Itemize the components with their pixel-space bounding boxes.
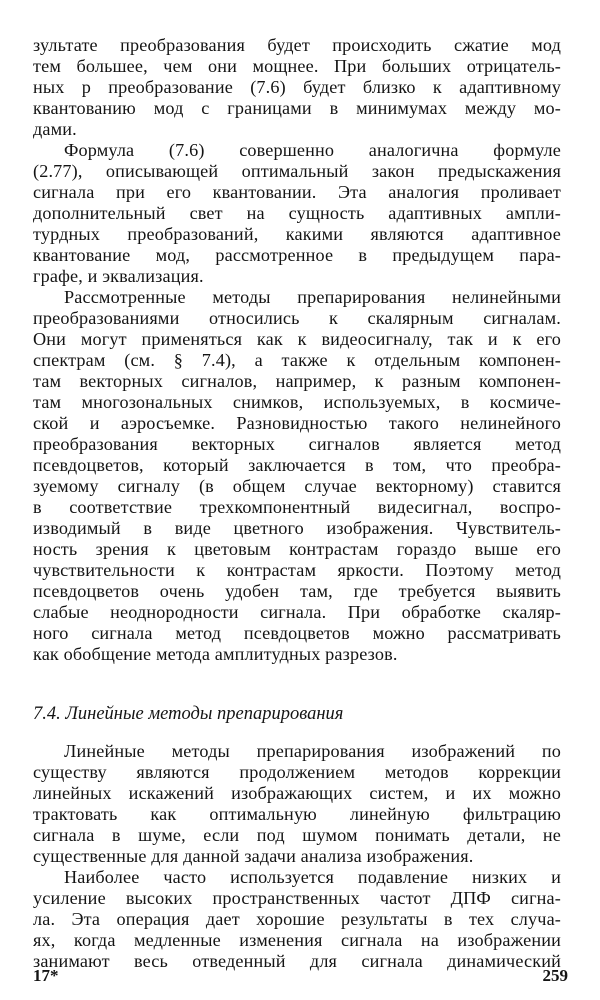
text-line: (2.77), описывающей оптимальный закон предыскажения [33,161,561,181]
text-line: там многозональных снимков, используемых, в космиче- [33,392,561,412]
paragraph-1 [33,35,561,140]
page-text [33,35,561,972]
text-line: квантованию мод с границами в минимумах между мо- [33,98,561,118]
paragraph-5 [33,867,561,972]
text-line: существу являются продолжением методов коррекции [33,762,561,782]
text-line: сигнала в шуме, если под шумом понимать детали, не [33,825,561,845]
text-line: Наиболее часто используется подавление низких и [64,867,561,887]
text-line: ях, когда медленные изменения сигнала на изображении [33,930,561,950]
paragraph-4 [33,741,561,867]
text-line: дами. [33,119,77,139]
text-line: как обобщение метода амплитудных разрезов. [33,644,398,664]
text-line: спектрам (см. § 7.4), а также к отдельным компонен- [33,350,561,370]
text-line: преобразования векторных сигналов является метод [33,434,561,454]
text-line: слабые неоднородности сигнала. При обработке скаляр- [33,602,561,622]
text-line: зультате преобразования будет происходить сжатие мод [33,35,561,55]
text-line: ской и аэросъемке. Разновидностью такого нелинейного [33,413,561,433]
text-line: трактовать как оптимальную линейную фильтрацию [33,804,561,824]
text-line: ла. Эта операция дает хорошие результаты в тех случа- [33,909,561,929]
section-heading-block [33,665,561,741]
text-line: псевдоцветов, который заключается в том, что преобра- [33,455,561,475]
paragraph-2 [33,140,561,287]
text-line: графе, и эквализация. [33,266,204,286]
text-line: квантование мод, рассмотренное в предыдущем пара- [33,245,561,265]
text-line: сигнала при его квантовании. Эта аналогия проливает [33,182,561,202]
page-footer [33,966,568,990]
text-line: ного сигнала метод псевдоцветов можно рассматривать [33,623,561,643]
signature-mark: 17* [33,966,59,985]
text-line: зуемому сигналу (в общем случае векторному) ставится [33,476,561,496]
text-line: Формула (7.6) совершенно аналогична формуле [64,140,561,160]
text-line: занимают весь отведенный для сигнала динамический [33,951,561,971]
section-heading: 7.4. Линейные методы препарирования [33,704,344,724]
text-line: изводимый в виде цветного изображения. Чувствитель- [33,518,561,538]
paragraph-3 [33,287,561,665]
text-line: ность зрения к цветовым контрастам гораздо выше его [33,539,561,559]
text-line: усиление высоких пространственных частот ДПФ сигна- [33,888,561,908]
text-line: Они могут применяться как к видеосигналу, так и к его [33,329,561,349]
text-line: преобразованиями относились к скалярным сигналам. [33,308,561,328]
text-line: тем большее, чем они мощнее. При больших отрицатель- [33,56,561,76]
text-line: дополнительный свет на сущность адаптивных ампли- [33,203,561,223]
page-number: 259 [542,966,568,985]
text-line: Линейные методы препарирования изображений по [64,741,561,761]
text-line: существенные для данной задачи анализа изображения. [33,846,474,866]
text-line: Рассмотренные методы препарирования нелинейными [64,287,561,307]
text-line: чувствительности к контрастам яркости. Поэтому метод [33,560,561,580]
text-line: турдных преобразований, какими являются адаптивное [33,224,561,244]
text-line: в соответствие трехкомпонентный видесигнал, воспро- [33,497,561,517]
text-line: псевдоцветов очень удобен там, где требуется выявить [33,581,561,601]
text-line: линейных искажений изображающих систем, и их можно [33,783,561,803]
text-line: ных p преобразование (7.6) будет близко к адаптивному [33,77,561,97]
text-line: там векторных сигналов, например, к разным компонен- [33,371,561,391]
